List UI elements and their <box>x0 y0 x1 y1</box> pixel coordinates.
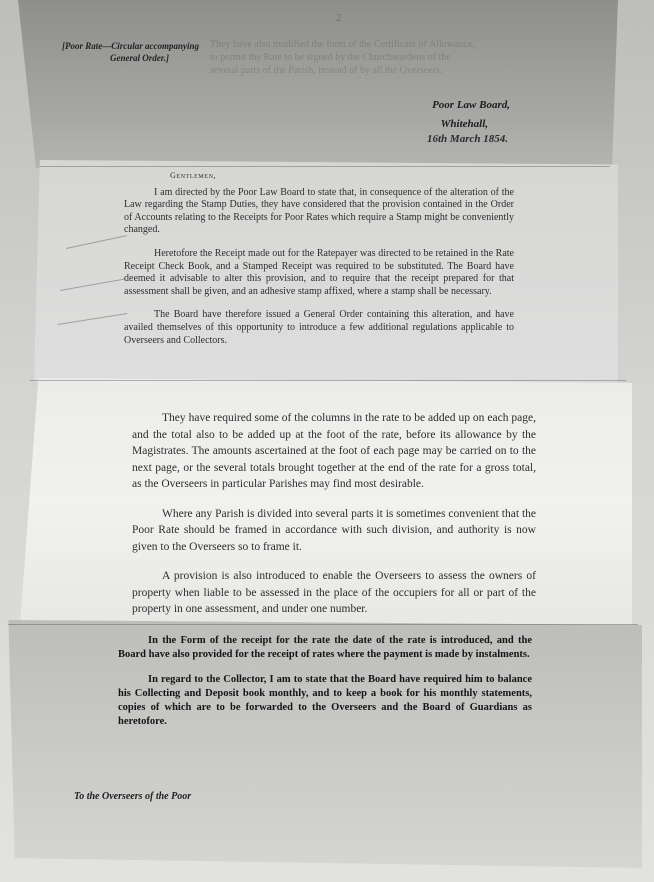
paragraph: A provision is also introduced to enable the Overseers to assess the owners of property when liable to be assessed in the place of the occupiers for all or part of the property in one assessment, and under one number. <box>132 570 536 615</box>
paragraph: In the Form of the receipt for the rate the date of the rate is introduced, and the Board have also provided for the receipt of rates where the payment is made by instalments. <box>118 635 532 660</box>
show-through-text <box>210 38 610 77</box>
paragraph: The Board have therefore issued a General Order containing this alteration, and have availed themselves of this opportunity to introduce a few additional regulations applicable to Overseers and Collectors. <box>124 309 514 346</box>
letter-body-upper <box>124 170 514 358</box>
circular-note-line: [Poor Rate—Circular accompanying <box>62 41 199 51</box>
page-number: 2 <box>336 12 342 24</box>
show-through-line: several parts of the Parish, instead of by all the Overseers. <box>210 65 443 76</box>
salutation: Gentlemen, <box>170 171 217 180</box>
fold-crease <box>30 380 626 381</box>
show-through-line: They have also modified the form of the Certificate of Allowance, <box>210 39 475 50</box>
paragraph: In regard to the Collector, I am to state that the Board have required him to balance his Collecting and Deposit book monthly, and to keep a book for his monthly statements, copies of which are to be forwarded to the Overseers and the Board of Guardians as heretofore. <box>118 674 532 727</box>
letter-date: 16th March 1854. <box>427 133 508 145</box>
paragraph: Where any Parish is divided into several parts it is sometimes convenient that the Poor Rate should be framed in accordance with such division, and authority is now given to the Overseers so to frame it. <box>132 507 536 553</box>
letterhead-place: Whitehall, <box>440 118 488 130</box>
letter-body-middle <box>132 410 536 631</box>
show-through-line: to permit the Rate to be signed by the Churchwardens of the <box>210 52 451 63</box>
addressee: To the Overseers of the Poor <box>74 791 192 802</box>
paragraph: I am directed by the Poor Law Board to state that, in consequence of the alteration of the Law regarding the Stamp Duties, they have considered that the provision contained in the Order of Accounts relating to the Receipts for Poor Rates which require a Stamp might be conveniently changed. <box>124 186 514 236</box>
letter-body-lower <box>118 634 532 740</box>
fold-crease <box>40 166 610 167</box>
paper-fold-top <box>18 0 618 168</box>
circular-note-line: General Order.] <box>110 53 169 63</box>
letterhead <box>432 96 510 134</box>
paragraph: They have required some of the columns in the rate to be added up on each page, and the total also to be added up at the foot of the rate, before its allowance by the Magistrates. The amounts ascertained at the foot of each page may be carried on to the next page, or the several totals brought together at the end of the rate for a gross total, as the Overseers in particular Parishes may find most desirable. <box>132 412 536 490</box>
circular-note <box>62 40 202 64</box>
paragraph: Heretofore the Receipt made out for the Ratepayer was directed to be retained in the Rate Receipt Check Book, and a Stamped Receipt was required to be substituted. The Board have deemed it advisable to alter this provision, and to require that the receipt prepared for that assessment shall be given, and an adhesive stamp affixed, where a stamp shall be necessary. <box>124 247 514 297</box>
letterhead-office: Poor Law Board, <box>432 99 510 111</box>
